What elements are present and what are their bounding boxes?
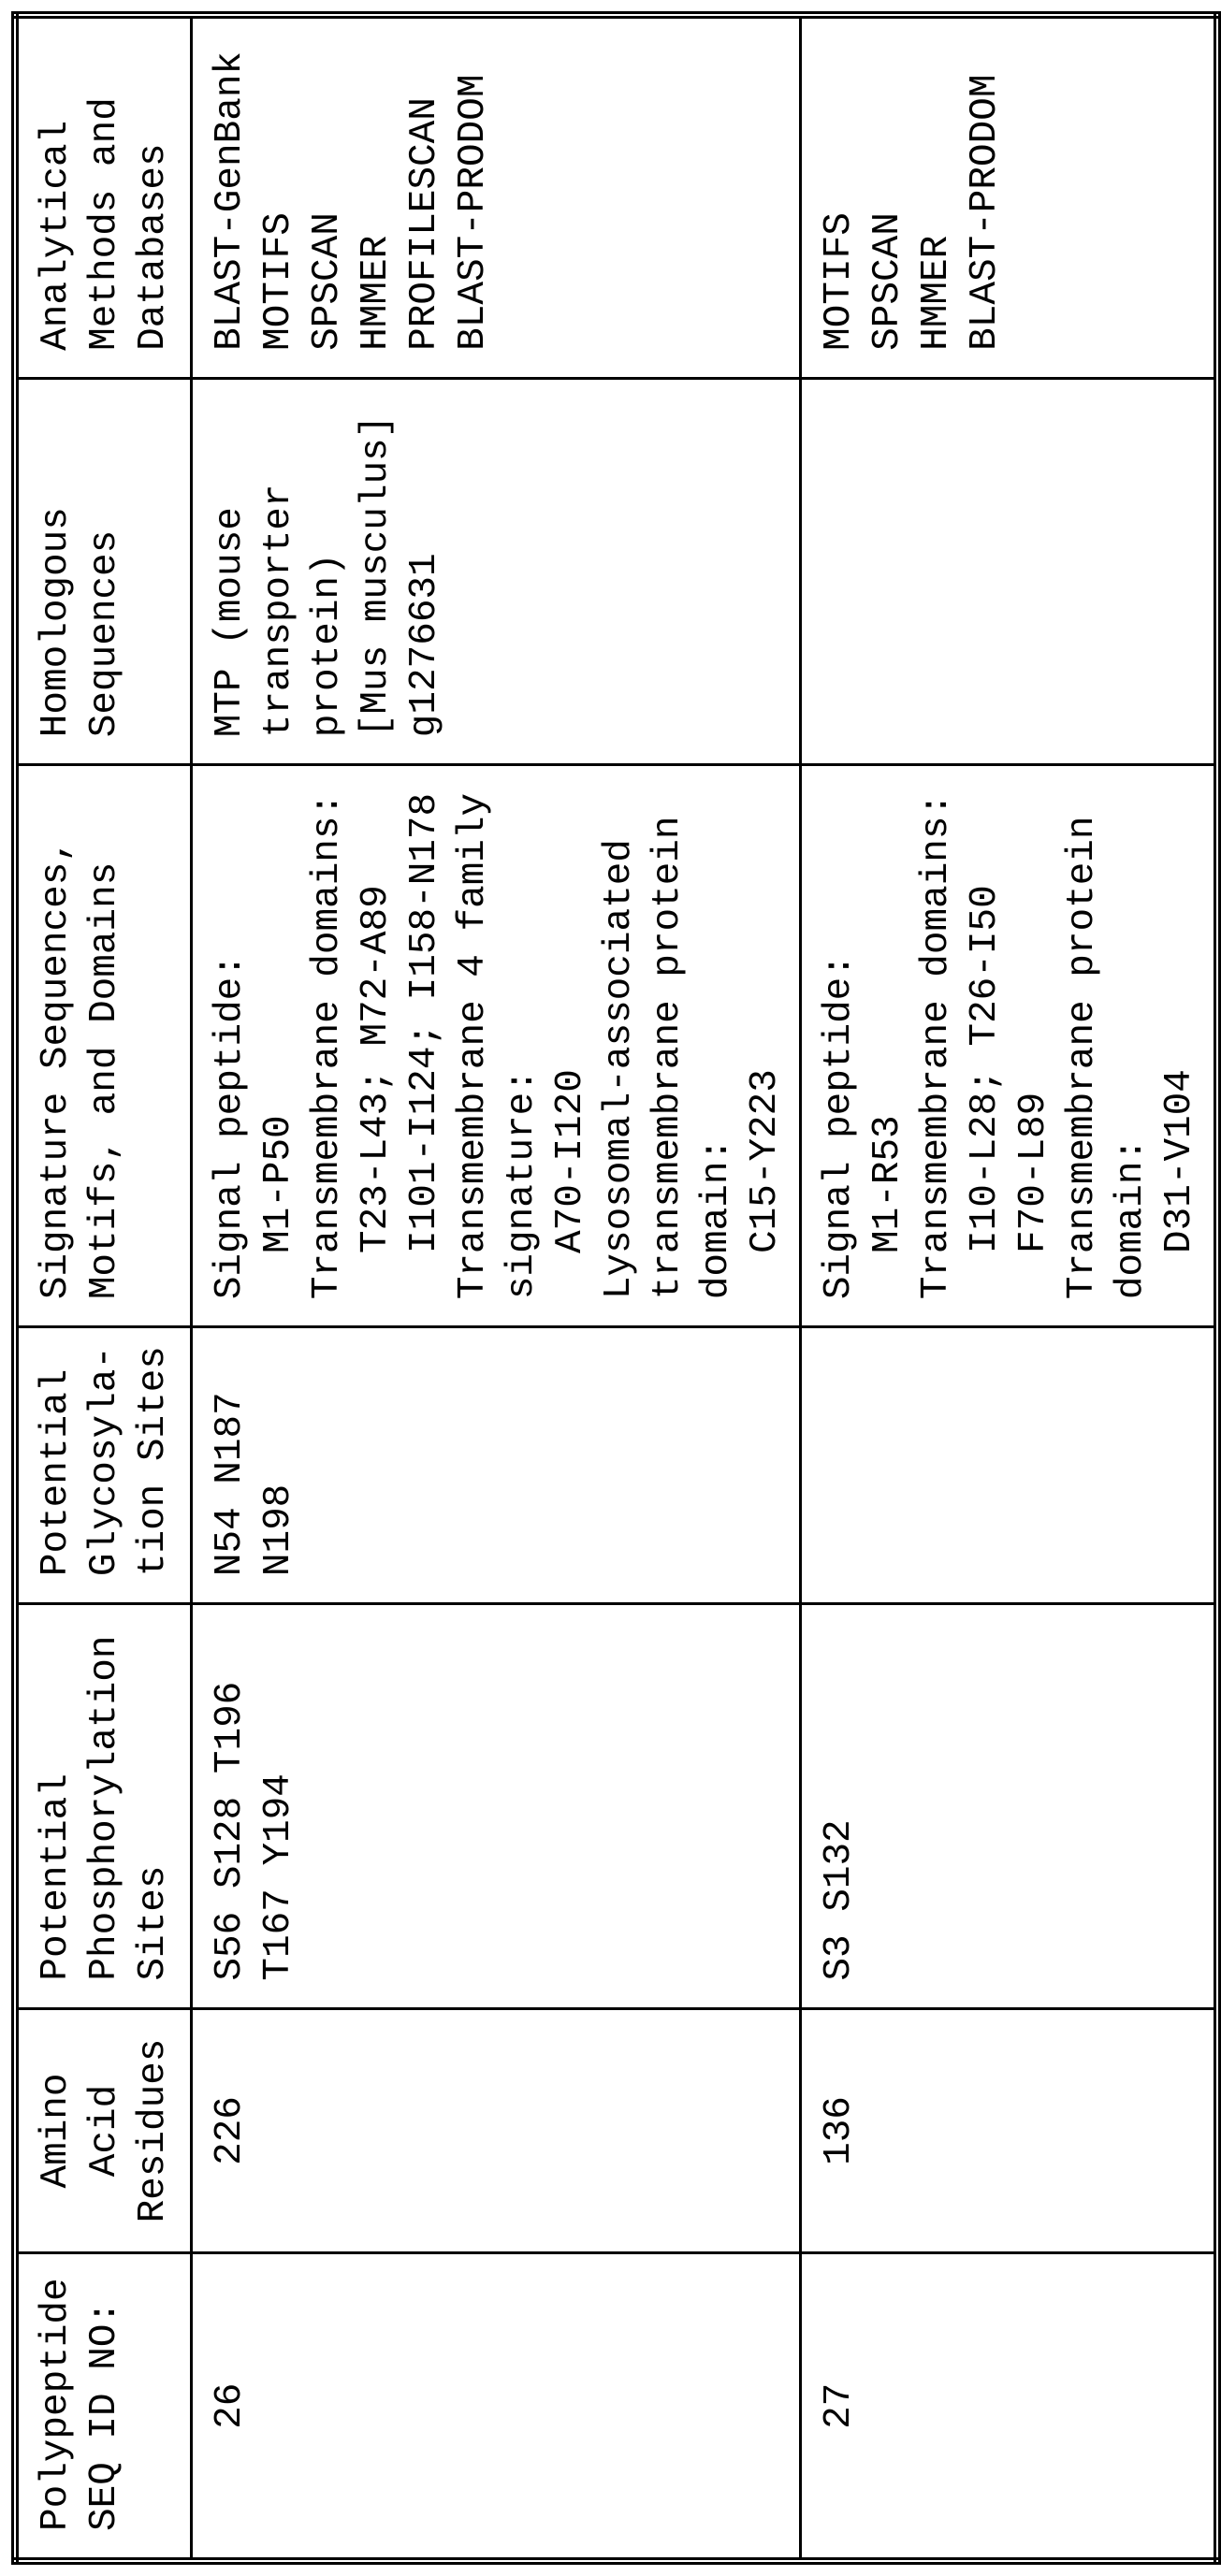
cell-residues: 226 bbox=[191, 2008, 800, 2253]
cell-homologous: MTP (mouse transporter protein) [Mus musculus] g1276631 bbox=[191, 378, 800, 764]
header-row bbox=[15, 15, 191, 2561]
header-analytical-methods: Analytical Methods and Databases bbox=[15, 15, 191, 378]
cell-methods: BLAST-GenBank MOTIFS SPSCAN HMMER PROFILESCAN BLAST-PRODOM bbox=[191, 15, 800, 378]
cell-phosphorylation: S3 S132 bbox=[800, 1604, 1217, 2008]
cell-methods: MOTIFS SPSCAN HMMER BLAST-PRODOM bbox=[800, 15, 1217, 378]
header-homologous-sequences: Homologous Sequences bbox=[15, 378, 191, 764]
header-glycosylation-sites: Potential Glycosyla- tion Sites bbox=[15, 1327, 191, 1604]
table-row bbox=[800, 15, 1217, 2561]
header-seq-id: Polypeptide SEQ ID NO: bbox=[15, 2253, 191, 2561]
cell-glycosylation: N54 N187 N198 bbox=[191, 1327, 800, 1604]
cell-signatures: Signal peptide: M1-R53 Transmembrane domains: I10-L28; T26-I50 F70-L89 Transmembrane protein domain: D31-V104 bbox=[800, 765, 1217, 1327]
header-phosphorylation-sites: Potential Phosphorylation Sites bbox=[15, 1604, 191, 2008]
cell-homologous bbox=[800, 378, 1217, 764]
cell-residues: 136 bbox=[800, 2008, 1217, 2253]
cell-phosphorylation: S56 S128 T196 T167 Y194 bbox=[191, 1604, 800, 2008]
rotated-page bbox=[0, 0, 1181, 2576]
cell-seq-id: 27 bbox=[800, 2253, 1217, 2561]
cell-signatures: Signal peptide: M1-P50 Transmembrane domains: T23-L43; M72-A89 I101-I124; I158-N178 Transmembrane 4 family signature: A70-I120 Lysosomal-associated transmembrane protein domain: C15-Y223 bbox=[191, 765, 800, 1327]
cell-glycosylation bbox=[800, 1327, 1217, 1604]
table-row bbox=[191, 15, 800, 2561]
cell-seq-id: 26 bbox=[191, 2253, 800, 2561]
header-signature-sequences: Signature Sequences, Motifs, and Domains bbox=[15, 765, 191, 1327]
header-amino-acid-residues: Amino Acid Residues bbox=[15, 2008, 191, 2253]
polypeptide-table bbox=[11, 11, 1221, 2565]
